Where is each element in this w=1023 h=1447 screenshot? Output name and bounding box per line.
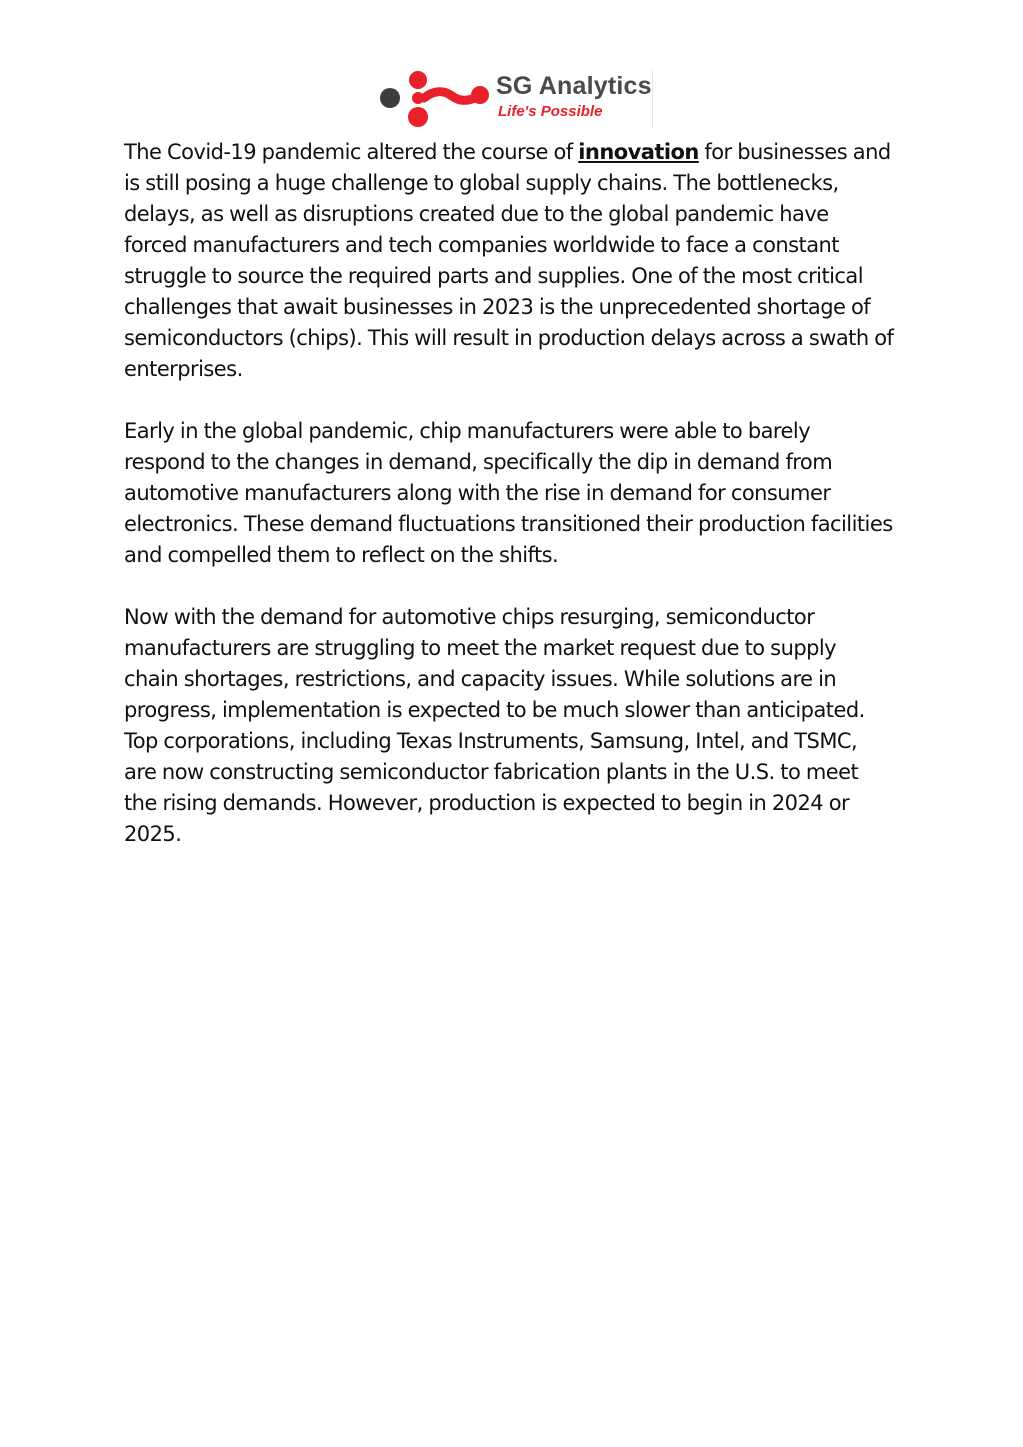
paragraph-1-continuation: for businesses and is still posing a huge challenge to global supply chains. The bottlenecks, delays, as well as disruptions created due to the global pandemic have forced manufacturers and tech companies worldwide to face a constant struggle to source the required parts and supplies. One of the most critical challenges that await businesses in 2023 is the unprecedented shortage of semiconductors (chips). This will result in production delays across a swath of enterprises. <box>124 140 894 381</box>
logo-divider <box>652 70 653 128</box>
paragraph-1-intro: The Covid-19 pandemic altered the course of <box>124 140 579 164</box>
logo-brand-name: SG Analytics <box>496 72 652 100</box>
article-paragraph-1 <box>124 137 894 385</box>
article-paragraph-2: Early in the global pandemic, chip manufacturers were able to barely respond to the changes in demand, specifically the dip in demand from automotive manufacturers along with the rise in demand for consumer electronics. These demand fluctuations transitioned their production facilities and compelled them to reflect on the shifts. <box>124 419 893 567</box>
logo-tagline: Life's Possible <box>498 103 603 120</box>
article-body <box>124 137 894 881</box>
sg-analytics-logo-mark-icon <box>378 68 493 132</box>
article-paragraph-3: Now with the demand for automotive chips resurging, semiconductor manufacturers are struggling to meet the market request due to supply chain shortages, restrictions, and capacity issues. While solutions are in progress, implementation is expected to be much slower than anticipated. Top corporations, including Texas Instruments, Samsung, Intel, and TSMC, are now constructing semiconductor fabrication plants in the U.S. to meet the rising demands. However, production is expected to begin in 2024 or 2025. <box>124 605 865 846</box>
innovation-link[interactable]: innovation <box>578 140 699 164</box>
sg-analytics-logo <box>378 68 658 132</box>
